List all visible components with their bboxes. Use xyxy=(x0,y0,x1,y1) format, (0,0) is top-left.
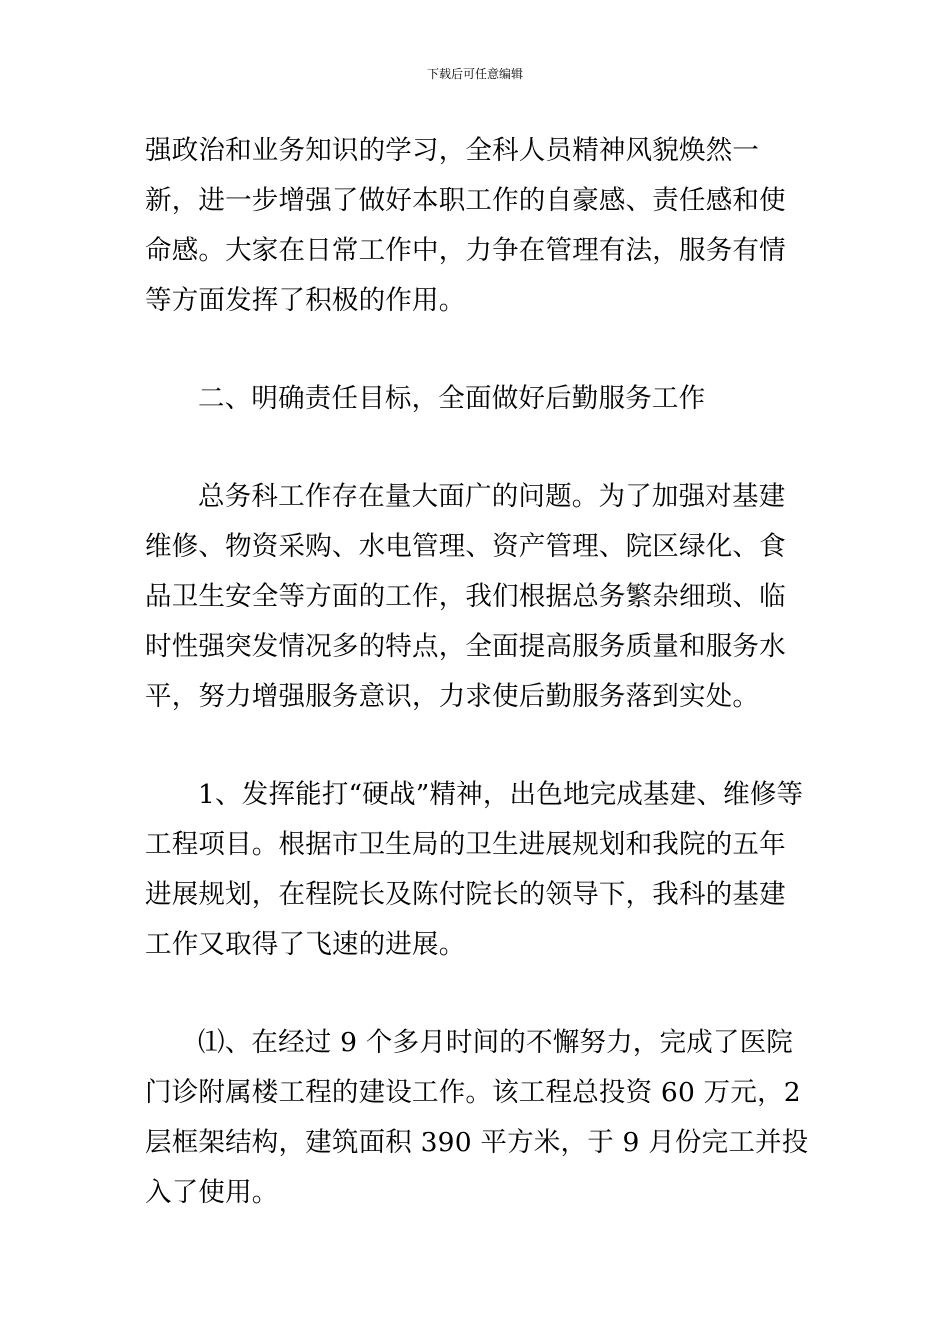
paragraph-overview: 总务科工作存在量大面广的问题。为了加强对基建维修、物资采购、水电管理、资产管理、院区绿化、食品卫生安全等方面的工作，我们根据总务繁杂细琐、临时性强突发情况多的特点，全面提高服务质量和服务水平，努力增强服务意识，力求使后勤服务落到实处。 xyxy=(145,481,786,712)
paragraph-subitem-1: ⑴、在经过 9 个多月时间的不懈努力，完成了医院门诊附属楼工程的建设工作。该工程总投资 60 万元，2 层框架结构，建筑面积 390 平方米，于 9 月份完工并投入了使用。 xyxy=(145,1027,809,1208)
paragraph-item-1: 1、发挥能打“硬战”精神，出色地完成基建、维修等工程项目。根据市卫生局的卫生进展规划和我院的五年进展规划，在程院长及陈付院长的领导下，我科的基建工作又取得了飞速的进展。 xyxy=(145,779,804,960)
paragraph-continuation: 强政治和业务知识的学习，全科人员精神风貌焕然一新，进一步增强了做好本职工作的自豪感、责任感和使命感。大家在日常工作中，力争在管理有法，服务有情等方面发挥了积极的作用。 xyxy=(145,135,786,316)
document-body xyxy=(145,126,810,1218)
page-header-note: 下载后可任意编辑 xyxy=(426,67,523,81)
section-heading: 二、明确责任目标，全面做好后勤服务工作 xyxy=(198,383,706,414)
